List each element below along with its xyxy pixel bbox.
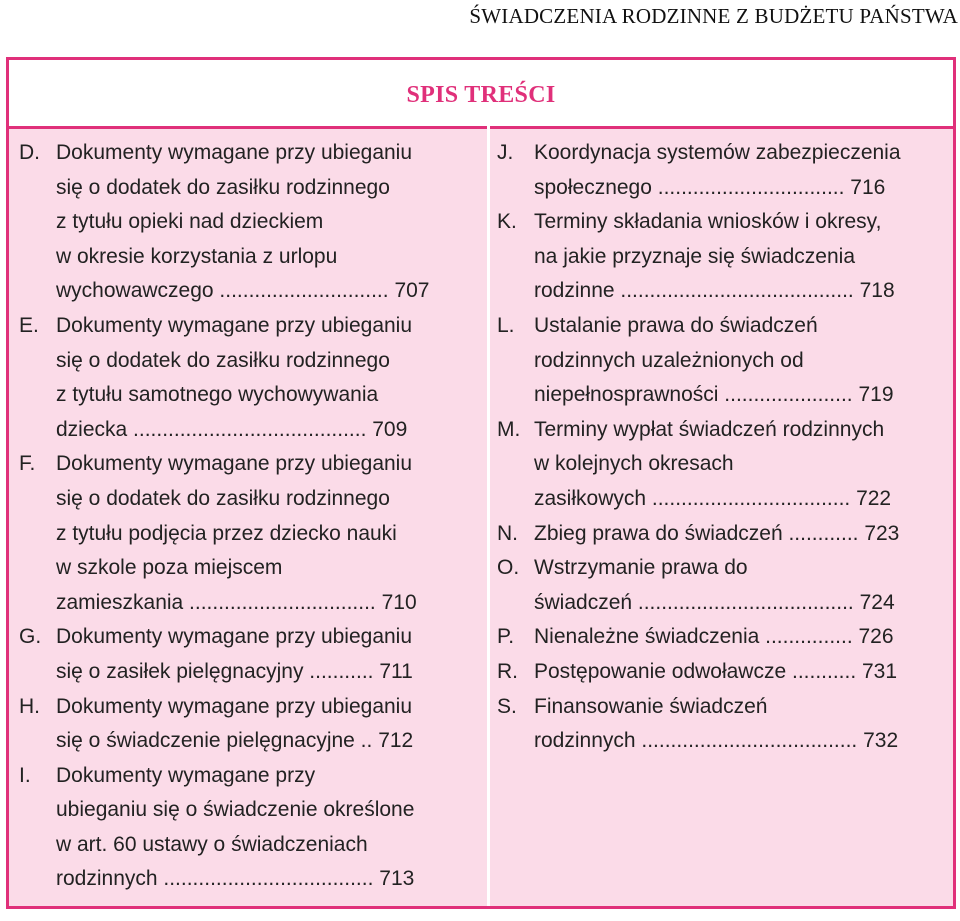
toc-entry-letter: F. — [19, 452, 36, 476]
toc-entry-line: Dokumenty wymagane przy ubieganiu — [56, 625, 413, 649]
toc-entry-line: Wstrzymanie prawa do — [534, 556, 748, 580]
page-title: SPIS TREŚCI — [406, 82, 556, 108]
toc-entry-line: Dokumenty wymagane przy ubieganiu — [56, 313, 413, 337]
column-divider — [487, 126, 490, 906]
toc-entry[interactable] — [497, 136, 947, 205]
toc-entry[interactable] — [19, 309, 467, 447]
toc-entry-line: z tytułu podjęcia przez dziecko nauki — [56, 521, 397, 545]
toc-entry-line: na jakie przyznaje się świadczenia — [534, 244, 855, 268]
toc-entry-line: się o dodatek do zasiłku rodzinnego — [56, 348, 390, 372]
toc-entry-letter: H. — [19, 694, 40, 718]
toc-entry-letter: R. — [497, 659, 518, 683]
toc-entry-line: zasiłkowych .................................. 722 — [534, 486, 892, 510]
toc-entry-line: ubieganiu się o świadczenie określone — [56, 798, 415, 822]
toc-entry-line: z tytułu opieki nad dzieckiem — [56, 210, 324, 234]
toc-entry-line: dziecka ........................................ 709 — [56, 417, 408, 441]
toc-entry-line: Zbieg prawa do świadczeń ............ 723 — [534, 521, 900, 545]
toc-entry-line: wychowawczego ............................. 707 — [56, 279, 430, 303]
toc-entry-line: Terminy wypłat świadczeń rodzinnych — [534, 417, 885, 441]
toc-entry-letter: J. — [497, 141, 514, 164]
title-band — [9, 60, 953, 129]
toc-entry-line: zamieszkania ................................ 710 — [56, 590, 417, 614]
toc-entry-line: Dokumenty wymagane przy ubieganiu — [56, 452, 413, 476]
toc-left-column — [19, 136, 467, 897]
toc-entry-letter: M. — [497, 417, 521, 441]
toc-entry[interactable] — [19, 759, 467, 897]
running-header: ŚWIADCZENIA RODZINNE Z BUDŻETU PAŃSTWA — [469, 4, 958, 28]
toc-entry[interactable] — [19, 690, 467, 759]
toc-entry-line: z tytułu samotnego wychowywania — [56, 383, 379, 407]
toc-entry-letter: L. — [497, 313, 515, 337]
toc-entry-line: w okresie korzystania z urlopu — [56, 244, 338, 268]
toc-entry[interactable] — [497, 413, 947, 517]
toc-entry[interactable] — [497, 517, 947, 552]
toc-entry-line: w szkole poza miejscem — [56, 556, 283, 580]
toc-entry-line: w kolejnych okresach — [534, 452, 734, 476]
toc-entry[interactable] — [19, 620, 467, 689]
toc-entry-letter: O. — [497, 556, 520, 580]
toc-entry[interactable] — [497, 205, 947, 309]
toc-entry-line: społecznego ................................ 716 — [534, 175, 886, 199]
toc-entry-line: Finansowanie świadczeń — [534, 694, 768, 718]
toc-entry-letter: N. — [497, 521, 518, 545]
toc-entry-line: rodzinnych ..................................... 732 — [534, 729, 899, 753]
toc-entry-letter: I. — [19, 763, 31, 787]
toc-entry-letter: K. — [497, 210, 517, 234]
toc-entry-letter: G. — [19, 625, 42, 649]
toc-entry-line: Postępowanie odwoławcze ........... 731 — [534, 659, 898, 683]
toc-right-column — [497, 136, 947, 759]
toc-entry-line: się o świadczenie pielęgnacyjne .. 712 — [56, 729, 414, 753]
toc-entry-line: Nienależne świadczenia ............... 726 — [534, 625, 894, 649]
toc-entry-line: się o dodatek do zasiłku rodzinnego — [56, 175, 390, 199]
toc-entry-line: Dokumenty wymagane przy ubieganiu — [56, 141, 413, 164]
toc-entry[interactable] — [19, 136, 467, 309]
toc-entry-line: świadczeń ..................................... 724 — [534, 590, 895, 614]
toc-entry-line: Ustalanie prawa do świadczeń — [534, 313, 818, 337]
toc-entry-line: Terminy składania wniosków i okresy, — [534, 210, 882, 234]
toc-entry-line: się o dodatek do zasiłku rodzinnego — [56, 486, 390, 510]
toc-entry-line: w art. 60 ustawy o świadczeniach — [56, 832, 368, 856]
toc-entry-letter: D. — [19, 141, 40, 164]
toc-entry[interactable] — [497, 309, 947, 413]
toc-entry[interactable] — [497, 655, 947, 690]
toc-entry[interactable] — [19, 447, 467, 620]
toc-entry-line: Dokumenty wymagane przy — [56, 763, 316, 787]
toc-entry-letter: E. — [19, 313, 39, 337]
toc-entry-line: się o zasiłek pielęgnacyjny ........... 711 — [56, 659, 413, 683]
toc-entry-line: niepełnosprawności ...................... 719 — [534, 383, 894, 407]
toc-entry-line: Koordynacja systemów zabezpieczenia — [534, 141, 901, 164]
toc-entry-letter: P. — [497, 625, 515, 649]
toc-entry[interactable] — [497, 551, 947, 620]
toc-entry[interactable] — [497, 620, 947, 655]
toc-entry[interactable] — [497, 690, 947, 759]
toc-box — [6, 57, 956, 909]
toc-entry-line: rodzinnych uzależnionych od — [534, 348, 804, 372]
toc-entry-line: Dokumenty wymagane przy ubieganiu — [56, 694, 413, 718]
toc-entry-letter: S. — [497, 694, 517, 718]
toc-entry-line: rodzinne ........................................ 718 — [534, 279, 895, 303]
toc-entry-line: rodzinnych .................................... 713 — [56, 867, 415, 891]
